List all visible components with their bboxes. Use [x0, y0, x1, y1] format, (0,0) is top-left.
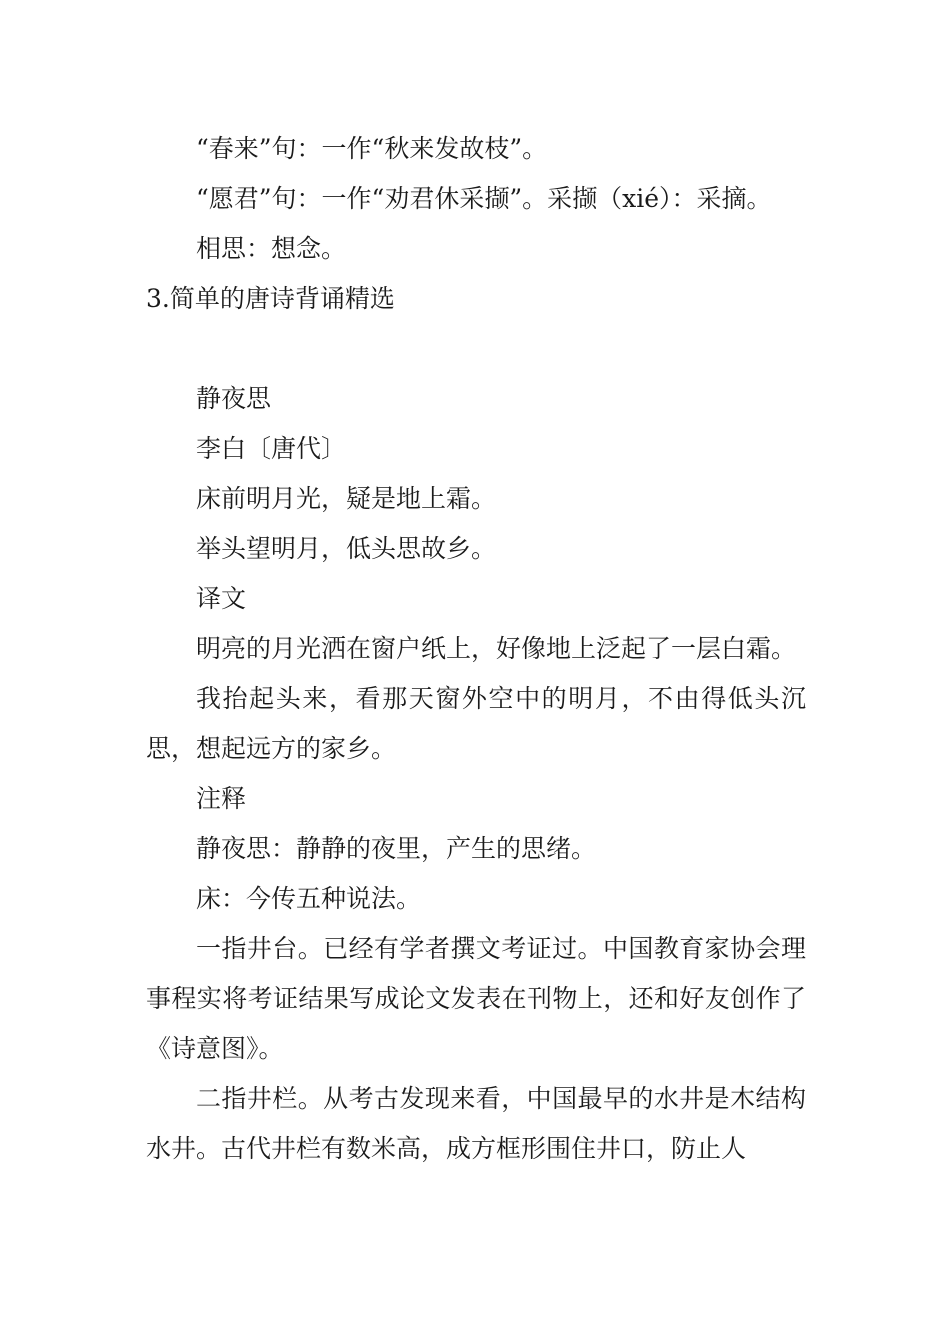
note-yuanjun: “愿君”句：一作“劝君休采撷”。采撷（xié）：采摘。: [196, 184, 772, 213]
blank-line: [146, 324, 806, 374]
section-heading: 3.简单的唐诗背诵精选: [146, 284, 395, 313]
annotation-paragraph-4: 二指井栏。从考古发现来看，中国最早的水井是木结构水井。古代井栏有数米高，成方框形围住井口，防止人: [146, 1084, 806, 1163]
poem-line-2: 举头望明月，低头思故乡。: [196, 534, 497, 563]
poem-title: 静夜思: [196, 384, 272, 413]
translation-paragraph-2: 我抬起头来，看那天窗外空中的明月，不由得低头沉思，想起远方的家乡。: [146, 684, 806, 763]
annotation-paragraph-1: 静夜思：静静的夜里，产生的思绪。: [196, 834, 597, 863]
translation-paragraph-1: 明亮的月光洒在窗户纸上，好像地上泛起了一层白霜。: [196, 634, 797, 663]
annotation-label: 注释: [196, 784, 247, 813]
annotation-paragraph-3: 一指井台。已经有学者撰文考证过。中国教育家协会理事程实将考证结果写成论文发表在刊物上，还和好友创作了《诗意图》。: [146, 934, 806, 1063]
poem-line-1: 床前明月光，疑是地上霜。: [196, 484, 497, 513]
annotation-paragraph-2: 床：今传五种说法。: [196, 884, 422, 913]
note-xiangsi: 相思：想念。: [196, 234, 347, 263]
document-page: [146, 124, 806, 1174]
note-chunlai: “春来”句：一作“秋来发故枝”。: [196, 134, 548, 163]
poem-author: 李白〔唐代〕: [196, 434, 347, 463]
translation-label: 译文: [196, 584, 247, 613]
